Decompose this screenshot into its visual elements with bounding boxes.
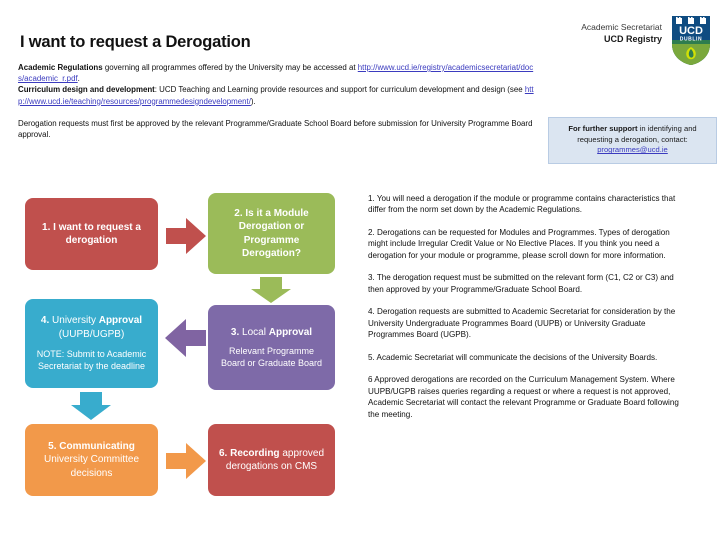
flow-step-6-title-bold: Recording — [227, 447, 280, 459]
flow-step-4-number: 4. — [40, 315, 50, 327]
arrow-left-3-to-4-icon — [163, 317, 208, 359]
academic-regulations-label: Academic Regulations — [18, 63, 103, 72]
academic-regulations-tail: . — [77, 74, 80, 84]
flow-step-3-subtitle: Relevant Programme Board or Graduate Board — [220, 345, 323, 368]
org-identity — [581, 14, 662, 46]
flow-step-6-title-plain: approved derogations on CMS — [225, 447, 325, 472]
flow-step-6-content — [218, 447, 325, 473]
flow-step-5-title-bold: Communicating — [56, 441, 135, 453]
flow-step-5-number: 5. — [48, 441, 57, 453]
flow-step-4-title-plain: University — [49, 315, 99, 327]
note-item-4: 4. Derogation requests are submitted to Academic Secretariat for consideration by the University Undergraduate Programmes Board (UUPB) or University Graduate Programmes Board (UGPB). — [368, 307, 676, 340]
crest-dublin-text: DUBLIN — [679, 36, 703, 43]
flow-step-2-module-or-programme[interactable] — [208, 193, 335, 274]
academic-regulations-link[interactable]: http://www.ucd.ie/registry/academicsecretariat/docs/academic_r.pdf — [18, 63, 534, 84]
crest-ucd-text: UCD — [679, 25, 703, 37]
academic-regulations-text: governing all programmes offered by the University may be accessed at — [102, 63, 358, 72]
note-item-5: 5. Academic Secretariat will communicate the decisions of the University Boards. — [368, 352, 658, 362]
flow-step-6-number: 6. — [218, 447, 228, 459]
curriculum-link[interactable]: http://www.ucd.ie/teaching/resources/programmedesigndevelopment/ — [18, 85, 534, 106]
support-bold-lead: For further support — [568, 124, 638, 133]
flow-step-3-number: 3. — [230, 326, 240, 338]
intro-paragraph-2: Derogation requests must first be approved by the relevant Programme/Graduate School Board before submission for University Programme Board approval. — [18, 118, 533, 140]
flow-step-1-label: 1. I want to request a derogation — [42, 221, 141, 246]
support-text: in identifying and requesting a derogation, contact: — [577, 124, 697, 144]
arrow-right-1-to-2-icon — [164, 216, 208, 256]
flow-step-4-content — [35, 314, 148, 372]
flow-step-5-title-plain: University Committee decisions — [43, 454, 140, 479]
note-item-6: 6 Approved derogations are recorded on the Curriculum Management System. Where UUPB/UGPB raises queries regarding a request or where a request is not approved, Academic Secretariat will contact the relevant Programme or Graduate Board following the meeting. — [368, 375, 679, 419]
note-item-1: 1. You will need a derogation if the module or programme contains characteristics that differ from the norm set down by the Academic Regulations. — [368, 194, 676, 215]
org-department: Academic Secretariat — [581, 22, 662, 32]
flow-step-1-request-derogation[interactable] — [25, 198, 158, 270]
org-name: UCD Registry — [603, 34, 662, 45]
arrow-right-5-to-6-icon — [164, 441, 208, 481]
note-item-3: 3. The derogation request must be submitted on the relevant form (C1, C2 or C3) and then approved by your Programme/Graduate School Board. — [368, 273, 674, 294]
flow-step-6-recording-on-cms[interactable] — [208, 424, 335, 496]
flow-step-3-title-bold: Approval — [268, 326, 313, 338]
flow-step-3-content — [218, 326, 325, 370]
flow-step-4-university-approval[interactable] — [25, 299, 158, 388]
flow-step-2-label: 2. Is it a Module Derogation or Programme Derogation? — [234, 208, 309, 259]
curriculum-label: Curriculum design and development — [18, 85, 155, 95]
flow-step-5-content — [35, 440, 148, 480]
flow-step-4-title-line2: (UUPB/UGPB) — [58, 328, 125, 340]
further-support-box — [548, 117, 717, 164]
flow-step-3-title-plain: Local — [239, 326, 269, 338]
note-item-2: 2. Derogations can be requested for Modules and Programmes. Types of derogation might include Irregular Credit Value or No Elective Places. If you think you need a derogation for your module or programme, please scroll down for more information. — [368, 227, 670, 260]
flow-step-3-local-approval[interactable] — [208, 305, 335, 390]
arrow-down-2-to-3-icon — [249, 275, 293, 305]
arrow-down-4-to-5-icon — [69, 390, 113, 422]
ucd-crest-logo — [670, 14, 712, 66]
support-email-link[interactable]: programmes@ucd.ie — [597, 145, 668, 155]
flow-step-4-subtitle: NOTE: Submit to Academic Secretariat by the deadline — [36, 348, 147, 371]
flow-step-4-title-bold: Approval — [98, 315, 143, 327]
page-title: I want to request a Derogation — [20, 33, 251, 51]
step-explanations-list — [368, 193, 686, 420]
curriculum-tail: ). — [250, 96, 256, 106]
header-branding — [581, 14, 712, 66]
curriculum-text: : UCD Teaching and Learning provide resources and support for curriculum development and design (see — [154, 85, 525, 95]
flow-step-5-communicating-decisions[interactable] — [25, 424, 158, 496]
